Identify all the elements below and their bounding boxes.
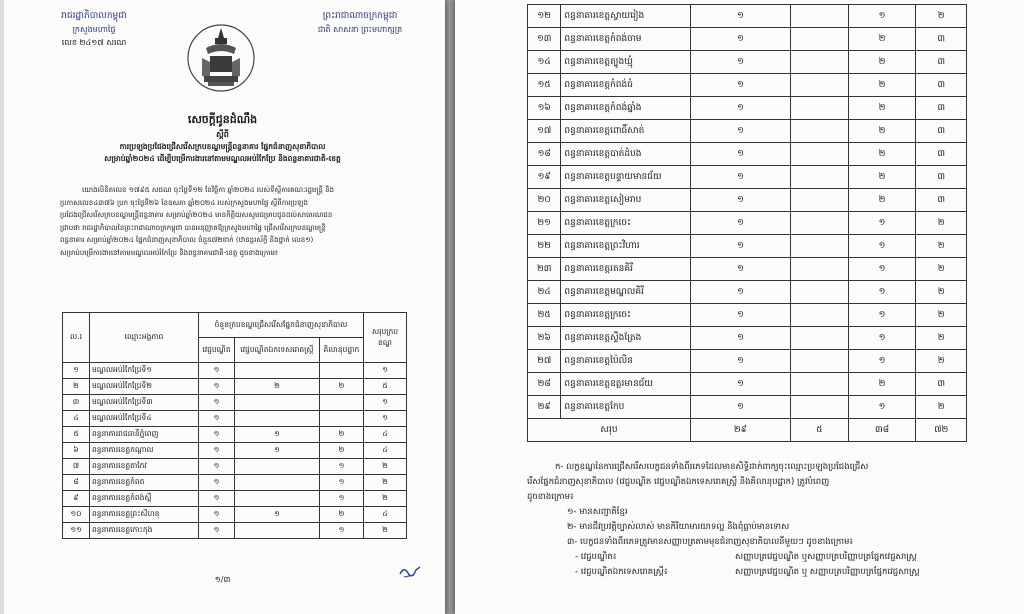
- cell-total: ៣: [916, 373, 967, 396]
- cell-nurse: ១: [319, 459, 363, 475]
- cell-gynecologist: [234, 395, 319, 411]
- body-line: ជ្រាបថា រាជរដ្ឋាភិបាលនៃព្រះរាជាណាចក្រកម្ពុជា បានអនុញ្ញាតឱ្យក្រសួងមហាផ្ទៃ ជ្រើសរើសក្របខណ្ឌមន្ត្រី: [60, 223, 326, 232]
- cell-unit-name: ពន្ធនាគារខេត្តស្ទឹងត្រែង: [561, 327, 691, 350]
- cell-gynecologist: [790, 166, 848, 189]
- cell-doctor: ១: [690, 373, 790, 396]
- notice-subtitle: ស្តីពី: [216, 130, 229, 139]
- header-right: [285, 10, 435, 36]
- cell-nurse: ២: [848, 166, 916, 189]
- cell-gynecologist: [790, 373, 848, 396]
- notice-body: [60, 184, 420, 259]
- qualification-label: - វេជ្ជបណ្ឌិតឯកទេសរោគស្ត្រី៖: [575, 567, 668, 577]
- table-row: [528, 166, 967, 189]
- cell-gynecologist: [234, 411, 319, 427]
- coat-of-arms-emblem: [186, 18, 256, 98]
- quota-table-body: [63, 363, 407, 539]
- cell-gynecologist: [790, 304, 848, 327]
- cell-doctor: ១: [690, 258, 790, 281]
- cell-unit-name: ពន្ធនាគារខេត្តកែប: [561, 396, 691, 419]
- total-nurse: ៣៨: [848, 419, 916, 442]
- cell-total: ២: [916, 235, 967, 258]
- table-row: [63, 379, 407, 395]
- cell-unit-name: មណ្ឌលអប់រំកែប្រែទី១: [90, 363, 199, 379]
- cell-doctor: ១: [690, 166, 790, 189]
- cell-doctor: ១: [199, 507, 235, 523]
- cell-gynecologist: [234, 459, 319, 475]
- cell-nurse: ១: [848, 396, 916, 419]
- cell-gynecologist: ១: [234, 507, 319, 523]
- notice-subject-line: ការប្រឡងប្រជែងជ្រើសរើសក្របខណ្ឌមន្ត្រីពន្ធនាគារ ផ្នែកជំនាញសុខាភិបាល: [119, 142, 326, 151]
- cell-total: ១: [364, 395, 407, 411]
- cell-no: ១៦: [528, 97, 561, 120]
- cell-doctor: ១: [199, 379, 235, 395]
- cell-no: ២៣: [528, 258, 561, 281]
- table-row: [528, 235, 967, 258]
- cell-nurse: ២: [848, 74, 916, 97]
- table-row: [528, 143, 967, 166]
- cell-doctor: ១: [690, 143, 790, 166]
- total-label: សរុប: [528, 419, 691, 442]
- cell-total: ៥: [364, 379, 407, 395]
- cell-total: ៣: [916, 28, 967, 51]
- cell-doctor: ១: [690, 235, 790, 258]
- cell-no: ២៧: [528, 350, 561, 373]
- cell-nurse: ២: [848, 120, 916, 143]
- cell-nurse: [319, 363, 363, 379]
- table-row: [63, 427, 407, 443]
- cell-doctor: ១: [690, 189, 790, 212]
- document-page-right: [455, 0, 1024, 614]
- cell-nurse: ១: [848, 212, 916, 235]
- header-nurse: គិលានុបដ្ឋាក: [319, 338, 363, 363]
- cell-total: ៤: [364, 427, 407, 443]
- cell-unit-name: ពន្ធនាគារខេត្តកំពង់ឆ្នាំង: [561, 97, 691, 120]
- cell-nurse: ១: [319, 491, 363, 507]
- cell-no: ១៩: [528, 166, 561, 189]
- cell-total: ២: [916, 304, 967, 327]
- table-row: [528, 373, 967, 396]
- cell-no: ១៧: [528, 120, 561, 143]
- header-doctor: វេជ្ជបណ្ឌិត: [199, 338, 235, 363]
- cell-unit-name: ពន្ធនាគារខេត្តបន្ទាយមានជ័យ: [561, 166, 691, 189]
- cell-total: ៣: [916, 51, 967, 74]
- cell-nurse: ២: [848, 51, 916, 74]
- body-line: សម្រាប់បម្រើការងារនៅតាមមណ្ឌលអប់រំកែប្រែ និងពន្ធនាគារជាតិ-ខេត្ត ដូចខាងក្រោម៖: [60, 248, 279, 257]
- notice-title: សេចក្តីជូនដំណឹង: [187, 113, 258, 126]
- cell-total: ២: [916, 350, 967, 373]
- cell-unit-name: ពន្ធនាគារខេត្តកណ្តាល: [90, 443, 199, 459]
- body-line: យោងលិខិតលេខ ១៧៩៥ សជណ ចុះថ្ងៃទី១២ ខែវិច្ឆិកា ឆ្នាំ២០២៤ របស់ទីស្តីការគណៈរដ្ឋមន្ត្រី និង: [82, 186, 334, 194]
- cell-unit-name: មណ្ឌលអប់រំកែប្រែទី៣: [90, 395, 199, 411]
- cell-nurse: ២: [319, 379, 363, 395]
- cell-total: ១: [364, 411, 407, 427]
- cell-unit-name: ពន្ធនាគារខេត្តរតនគិរី: [561, 258, 691, 281]
- cell-no: ២២: [528, 235, 561, 258]
- cell-no: ២០: [528, 189, 561, 212]
- cell-gynecologist: [790, 74, 848, 97]
- cell-nurse: ១: [848, 5, 916, 28]
- cell-nurse: ១: [319, 475, 363, 491]
- cell-total: ៣: [916, 97, 967, 120]
- cell-gynecologist: [790, 350, 848, 373]
- cell-unit-name: ពន្ធនាគាររាជធានីភ្នំពេញ: [90, 427, 199, 443]
- cell-gynecologist: [790, 5, 848, 28]
- cell-gynecologist: [790, 235, 848, 258]
- reference-number: លេខ ២៤១៧ សរណ: [61, 38, 127, 47]
- cell-gynecologist: [790, 28, 848, 51]
- cell-unit-name: ពន្ធនាគារខេត្តប៉ៃលិន: [561, 350, 691, 373]
- cell-no: ៦: [63, 443, 90, 459]
- cell-total: ២: [916, 396, 967, 419]
- cell-doctor: ១: [199, 459, 235, 475]
- cell-nurse: [319, 395, 363, 411]
- cell-unit-name: មណ្ឌលអប់រំកែប្រែទី២: [90, 379, 199, 395]
- document-page-left: [0, 0, 445, 614]
- cell-doctor: ១: [690, 97, 790, 120]
- notice-subject-line: សម្រាប់ឆ្នាំ២០២៤ ដើម្បីបម្រើការងារនៅតាមមណ្ឌលអប់រំកែប្រែ និងពន្ធនាគារជាតិ-ខេត្ត: [104, 154, 341, 163]
- cell-doctor: ១: [690, 5, 790, 28]
- cell-no: ១១: [63, 523, 90, 539]
- cell-unit-name: ពន្ធនាគារខេត្តបាត់ដំបង: [561, 143, 691, 166]
- cell-gynecologist: [790, 258, 848, 281]
- cell-gynecologist: [790, 189, 848, 212]
- condition-item: ៣- បេក្ខជនទាំងពីរភេទត្រូវមានសញ្ញាបត្រតាមមុខជំនាញសុខាភិបាលនីមួយៗ ដូចខាងក្រោម៖: [567, 537, 854, 547]
- cell-nurse: ២: [319, 443, 363, 459]
- cell-nurse: ១: [848, 281, 916, 304]
- cell-nurse: ២: [848, 28, 916, 51]
- notice-title-block: [0, 112, 445, 165]
- condition-item: ២- មានជីវប្រវត្តិច្បាស់លាស់ មានកិរិយាមារយាទល្អ និងពុំធ្លាប់មានទោស: [567, 522, 790, 532]
- cell-doctor: ១: [199, 395, 235, 411]
- cell-unit-name: ពន្ធនាគារខេត្តកំពត: [90, 475, 199, 491]
- cell-unit-name: មណ្ឌលអប់រំកែប្រែទី៤: [90, 411, 199, 427]
- table-row: [528, 97, 967, 120]
- table-row: [528, 396, 967, 419]
- header-specialty-group: ចំនួនក្របខណ្ឌជ្រើសរើសផ្នែកជំនាញសុខាភិបាល: [199, 313, 364, 338]
- cell-no: ១០: [63, 507, 90, 523]
- cell-total: ៤: [364, 507, 407, 523]
- cell-no: ៥: [63, 427, 90, 443]
- cell-no: ១២: [528, 5, 561, 28]
- cell-no: ១: [63, 363, 90, 379]
- cell-gynecologist: [790, 396, 848, 419]
- cell-doctor: ១: [690, 327, 790, 350]
- initials-signature: [398, 564, 422, 580]
- table-row: [528, 5, 967, 28]
- cell-total: ២: [364, 523, 407, 539]
- cell-no: ២៤: [528, 281, 561, 304]
- cell-doctor: ១: [199, 475, 235, 491]
- cell-no: ១៨: [528, 143, 561, 166]
- cell-gynecologist: [790, 97, 848, 120]
- cell-no: ២៦: [528, 327, 561, 350]
- qualification-item: [527, 550, 997, 565]
- cell-nurse: ២: [319, 427, 363, 443]
- cell-total: ២: [364, 459, 407, 475]
- header-unit-name: ឈ្មោះអង្គភាព: [90, 313, 199, 363]
- cell-total: ២: [916, 5, 967, 28]
- cell-unit-name: ពន្ធនាគារខេត្តមណ្ឌលគិរី: [561, 281, 691, 304]
- qualification-label: - វេជ្ជបណ្ឌិត៖: [575, 552, 617, 562]
- table-row: [528, 189, 967, 212]
- cell-nurse: ១: [848, 304, 916, 327]
- header-no: ល.រ: [63, 313, 90, 363]
- table-row: [63, 507, 407, 523]
- quota-table-body: [528, 5, 967, 419]
- cell-no: ២: [63, 379, 90, 395]
- cell-unit-name: ពន្ធនាគារខេត្តព្រះវិហារ: [561, 235, 691, 258]
- cell-unit-name: ពន្ធនាគារខេត្តពោធិ៍សាត់: [561, 120, 691, 143]
- cell-doctor: ១: [690, 74, 790, 97]
- cell-doctor: ១: [690, 350, 790, 373]
- cell-doctor: ១: [690, 51, 790, 74]
- header-left-line: ក្រសួងមហាផ្ទៃ: [72, 25, 116, 34]
- conditions-paragraph-line: ក- លក្ខខណ្ឌនៃការជ្រើសរើសបេក្ខជនទាំងពីរភេទដែលមានសិទ្ធិដាក់ពាក្យចុះឈ្មោះប្រឡងប្រជែងជ្រើស: [555, 462, 869, 472]
- table-row: [528, 212, 967, 235]
- cell-unit-name: ពន្ធនាគារខេត្តឧត្តរមានជ័យ: [561, 373, 691, 396]
- conditions-section: [527, 460, 997, 580]
- header-left-line: រាជរដ្ឋាភិបាលកម្ពុជា: [61, 11, 127, 21]
- cell-no: ២៥: [528, 304, 561, 327]
- cell-nurse: ២: [319, 507, 363, 523]
- cell-total: ២: [916, 281, 967, 304]
- table-row: [528, 304, 967, 327]
- header-right-line: ព្រះរាជាណាចក្រកម្ពុជា: [322, 11, 398, 21]
- cell-doctor: ១: [199, 443, 235, 459]
- cell-no: ៧: [63, 459, 90, 475]
- cell-no: ៤: [63, 411, 90, 427]
- table-row: [528, 51, 967, 74]
- total-row: [528, 419, 967, 442]
- cell-doctor: ១: [690, 304, 790, 327]
- cell-gynecologist: ១: [234, 443, 319, 459]
- cell-total: ២: [916, 258, 967, 281]
- cell-no: ១៣: [528, 28, 561, 51]
- cell-unit-name: ពន្ធនាគារខេត្តក្រចេះ: [561, 212, 691, 235]
- condition-item: ១- មានសញ្ជាតិខ្មែរ: [567, 507, 628, 517]
- cell-total: ៣: [916, 166, 967, 189]
- cell-unit-name: ពន្ធនាគារខេត្តត្បូងឃ្មុំ: [561, 51, 691, 74]
- cell-unit-name: ពន្ធនាគារខេត្តកោះកុង: [90, 523, 199, 539]
- cell-gynecologist: [234, 491, 319, 507]
- cell-nurse: ២: [848, 143, 916, 166]
- total-gynecologist: ៥: [790, 419, 848, 442]
- cell-nurse: ១: [319, 523, 363, 539]
- header-total: សរុបក្របខណ្ឌ: [364, 313, 407, 363]
- cell-nurse: ១: [848, 258, 916, 281]
- cell-nurse: ២: [848, 97, 916, 120]
- cell-gynecologist: [234, 523, 319, 539]
- cell-doctor: ១: [690, 396, 790, 419]
- cell-doctor: ១: [690, 281, 790, 304]
- body-line: ប្រកាសលេខ៤៣៧៦ ប្រក ចុះថ្ងៃទី២៦ ខែឧសភា ឆ្នាំ២០២៤ របស់ក្រសួងមហាផ្ទៃ ស្តីពីការប្រឡង: [60, 198, 308, 207]
- cell-gynecologist: [790, 327, 848, 350]
- cell-nurse: ២: [848, 189, 916, 212]
- cell-gynecologist: [790, 143, 848, 166]
- cell-unit-name: ពន្ធនាគារខេត្តកំពង់ចាម: [561, 28, 691, 51]
- qualification-text: សញ្ញាបត្រវេជ្ជបណ្ឌិត ឬ សញ្ញាបត្របរិញ្ញាបត្រផ្នែកវេជ្ជសាស្ត្រ: [735, 567, 920, 577]
- cell-gynecologist: [234, 363, 319, 379]
- cell-unit-name: ពន្ធនាគារខេត្តសៀមរាប: [561, 189, 691, 212]
- cell-total: ៣: [916, 143, 967, 166]
- cell-no: ២១: [528, 212, 561, 235]
- cell-no: ៨: [63, 475, 90, 491]
- cell-total: ៣: [916, 74, 967, 97]
- cell-doctor: ១: [199, 411, 235, 427]
- cell-no: ១៥: [528, 74, 561, 97]
- conditions-paragraph-line: រើសផ្នែកជំនាញសុខាភិបាល (វេជ្ជបណ្ឌិត វេជ្ជបណ្ឌិតឯកទេសរោគស្ត្រី និងគិលានុបដ្ឋាក) ត្រូវបំពេញ: [527, 477, 830, 487]
- scan-margin: [0, 0, 4, 614]
- table-row: [528, 258, 967, 281]
- table-row: [63, 411, 407, 427]
- cell-gynecologist: [234, 475, 319, 491]
- body-line: ពន្ធនាគារ សម្រាប់ឆ្នាំ២០២៤ ផ្នែកជំនាញសុខាភិបាល ចំនួន៧២នាក់ (ឋានន្តរស័ក្តិ និងថ្នាក់ លេខ១): [60, 236, 314, 244]
- table-row: [63, 459, 407, 475]
- cell-no: ១៤: [528, 51, 561, 74]
- table-row: [63, 363, 407, 379]
- header-left: [24, 10, 164, 49]
- cell-no: ២៩: [528, 396, 561, 419]
- header-gynecologist: វេជ្ជបណ្ឌិតឯកទេសរោគស្ត្រី: [234, 338, 319, 363]
- table-row: [528, 28, 967, 51]
- cell-total: ៣: [916, 189, 967, 212]
- cell-nurse: [319, 411, 363, 427]
- cell-no: ៩: [63, 491, 90, 507]
- conditions-paragraph-line: ដូចខាងក្រោម៖: [527, 492, 574, 502]
- cell-total: ១: [364, 363, 407, 379]
- table-row: [528, 327, 967, 350]
- table-row: [528, 281, 967, 304]
- cell-unit-name: ពន្ធនាគារខេត្តក្រចេះ: [561, 304, 691, 327]
- cell-unit-name: ពន្ធនាគារខេត្តកំពង់ធំ: [561, 74, 691, 97]
- cell-gynecologist: ២: [234, 379, 319, 395]
- cell-doctor: ១: [199, 523, 235, 539]
- cell-doctor: ១: [690, 120, 790, 143]
- cell-total: ២: [364, 475, 407, 491]
- cell-gynecologist: [790, 281, 848, 304]
- header-right-line: ជាតិ សាសនា ព្រះមហាក្សត្រ: [317, 25, 403, 34]
- cell-gynecologist: [790, 51, 848, 74]
- cell-nurse: ១: [848, 327, 916, 350]
- cell-doctor: ១: [199, 363, 235, 379]
- total-doctor: ២៩: [690, 419, 790, 442]
- quota-table-part1: [62, 312, 407, 539]
- cell-doctor: ១: [199, 427, 235, 443]
- cell-gynecologist: [790, 120, 848, 143]
- cell-gynecologist: ១: [234, 427, 319, 443]
- cell-total: ៤: [364, 443, 407, 459]
- qualification-item: [527, 565, 997, 580]
- table-row: [63, 395, 407, 411]
- cell-nurse: ២: [848, 373, 916, 396]
- cell-doctor: ១: [690, 28, 790, 51]
- table-row: [528, 120, 967, 143]
- page-number: ១/៣: [214, 575, 231, 584]
- quota-table-part2: [527, 4, 967, 442]
- qualification-text: សញ្ញាបត្រវេជ្ជបណ្ឌិត ឬសញ្ញាបត្របរិញ្ញាបត្រផ្នែកវេជ្ជសាស្ត្រ: [735, 552, 917, 562]
- table-row: [63, 443, 407, 459]
- cell-doctor: ១: [690, 212, 790, 235]
- cell-unit-name: ពន្ធនាគារខេត្តកំពង់ស្ពឺ: [90, 491, 199, 507]
- table-row: [63, 523, 407, 539]
- cell-no: ៣: [63, 395, 90, 411]
- cell-total: ៣: [916, 120, 967, 143]
- table-row: [63, 491, 407, 507]
- cell-nurse: ១: [848, 235, 916, 258]
- table-row: [528, 350, 967, 373]
- cell-unit-name: ពន្ធនាគារខេត្តស្វាយរៀង: [561, 5, 691, 28]
- cell-total: ២: [916, 212, 967, 235]
- body-line: ប្រជែងជ្រើសរើសក្របខណ្ឌមន្ត្រីពន្ធនាគារ សម្រាប់ឆ្នាំ២០២៤ មានកិត្តិយសសូមជម្រាបជូនដល់សាធារណជន: [60, 211, 333, 219]
- table-row: [528, 74, 967, 97]
- cell-no: ២៨: [528, 373, 561, 396]
- total-all: ៧២: [916, 419, 967, 442]
- cell-doctor: ១: [199, 491, 235, 507]
- cell-gynecologist: [790, 212, 848, 235]
- table-row: [63, 475, 407, 491]
- cell-total: ២: [364, 491, 407, 507]
- cell-unit-name: ពន្ធនាគារខេត្តតាកែវ: [90, 459, 199, 475]
- cell-total: ២: [916, 327, 967, 350]
- cell-unit-name: ពន្ធនាគារខេត្តព្រះសីហនុ: [90, 507, 199, 523]
- cell-nurse: ១: [848, 350, 916, 373]
